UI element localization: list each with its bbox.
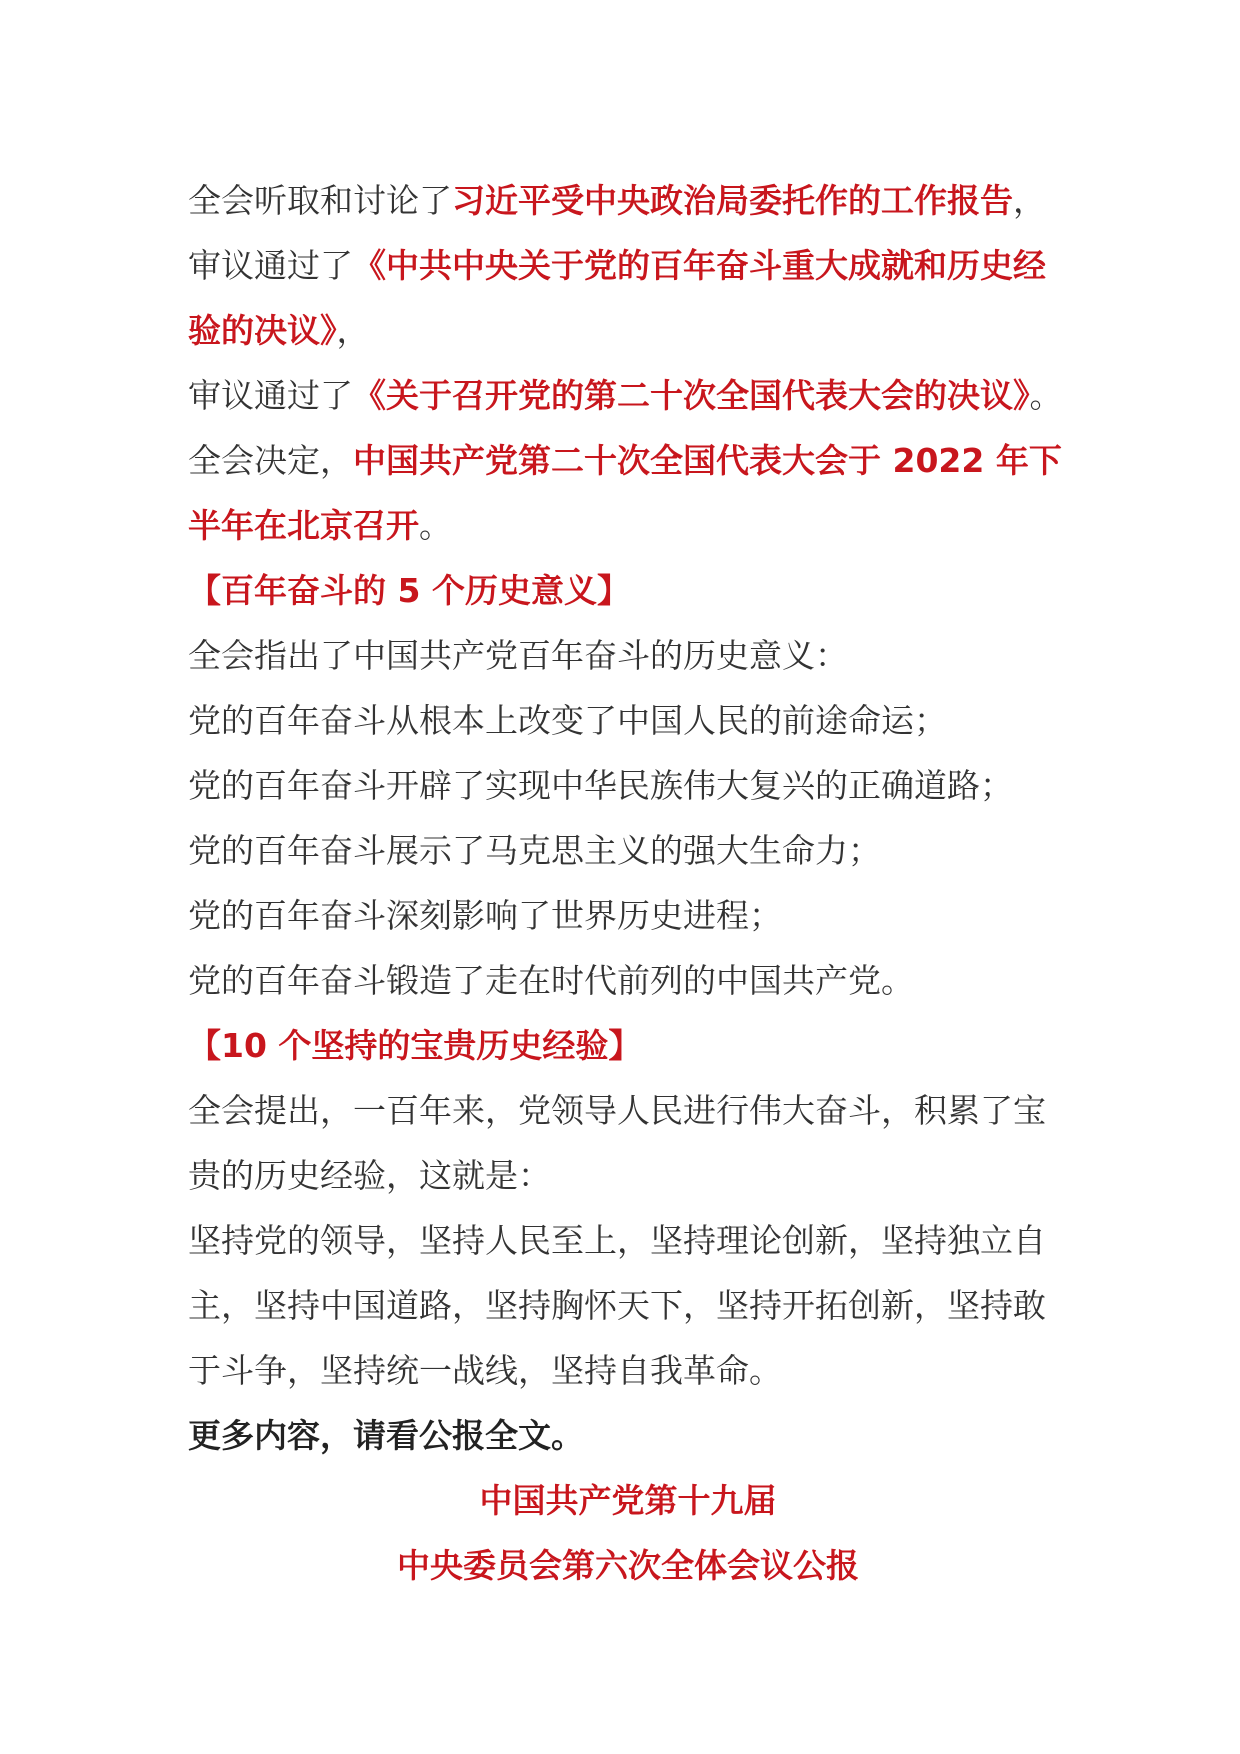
intro-3-highlight: 《关于召开党的第二十次全国代表大会的决议》 (353, 376, 1030, 415)
intro-4-highlight: 中国共产党第二十次全国代表大会于 2022 年下半年在北京召开 (188, 441, 1062, 545)
section-2-lead: 全会提出，一百年来，党领导人民进行伟大奋斗，积累了宝贵的历史经验，这就是： (188, 1091, 1046, 1195)
document-content (188, 168, 1068, 1598)
intro-paragraph-3 (188, 363, 1068, 428)
section-1-item: 党的百年奋斗深刻影响了世界历史进程； (188, 896, 782, 935)
section-1-item: 党的百年奋斗展示了马克思主义的强大生命力； (188, 831, 881, 870)
section-1-item: 党的百年奋斗锻造了走在时代前列的中国共产党。 (188, 961, 914, 1000)
section-1-item: 党的百年奋斗开辟了实现中华民族伟大复兴的正确道路； (188, 766, 1013, 805)
intro-2-suffix: ， (336, 311, 370, 350)
intro-2-highlight: 《中共中央关于党的百年奋斗重大成就和历史经验的决议》 (188, 246, 1046, 350)
intro-1-suffix: ， (1013, 181, 1046, 220)
section-2-heading: 【10 个坚持的宝贵历史经验】 (188, 1026, 642, 1065)
intro-paragraph-4 (188, 428, 1068, 558)
intro-2-prefix: 审议通过了 (188, 246, 353, 285)
intro-4-prefix: 全会决定， (188, 441, 353, 480)
communique-title-line-1: 中国共产党第十九届 (479, 1481, 777, 1520)
intro-1-prefix: 全会听取和讨论了 (188, 181, 452, 220)
intro-4-suffix: 。 (419, 506, 452, 545)
section-1-item: 党的百年奋斗从根本上改变了中国人民的前途命运； (188, 701, 947, 740)
section-2-body: 坚持党的领导，坚持人民至上，坚持理论创新，坚持独立自主，坚持中国道路，坚持胸怀天下，坚持开拓创新，坚持敢于斗争，坚持统一战线，坚持自我革命。 (188, 1221, 1046, 1390)
more-content-note: 更多内容，请看公报全文。 (188, 1416, 584, 1455)
intro-3-prefix: 审议通过了 (188, 376, 353, 415)
intro-paragraph-1 (188, 168, 1068, 233)
section-1-heading: 【百年奋斗的 5 个历史意义】 (188, 571, 630, 610)
section-1-lead: 全会指出了中国共产党百年奋斗的历史意义： (188, 636, 848, 675)
communique-title-line-2: 中央委员会第六次全体会议公报 (397, 1546, 859, 1585)
intro-3-suffix: 。 (1029, 376, 1063, 415)
intro-paragraph-2 (188, 233, 1068, 363)
intro-1-highlight: 习近平受中央政治局委托作的工作报告 (452, 181, 1013, 220)
